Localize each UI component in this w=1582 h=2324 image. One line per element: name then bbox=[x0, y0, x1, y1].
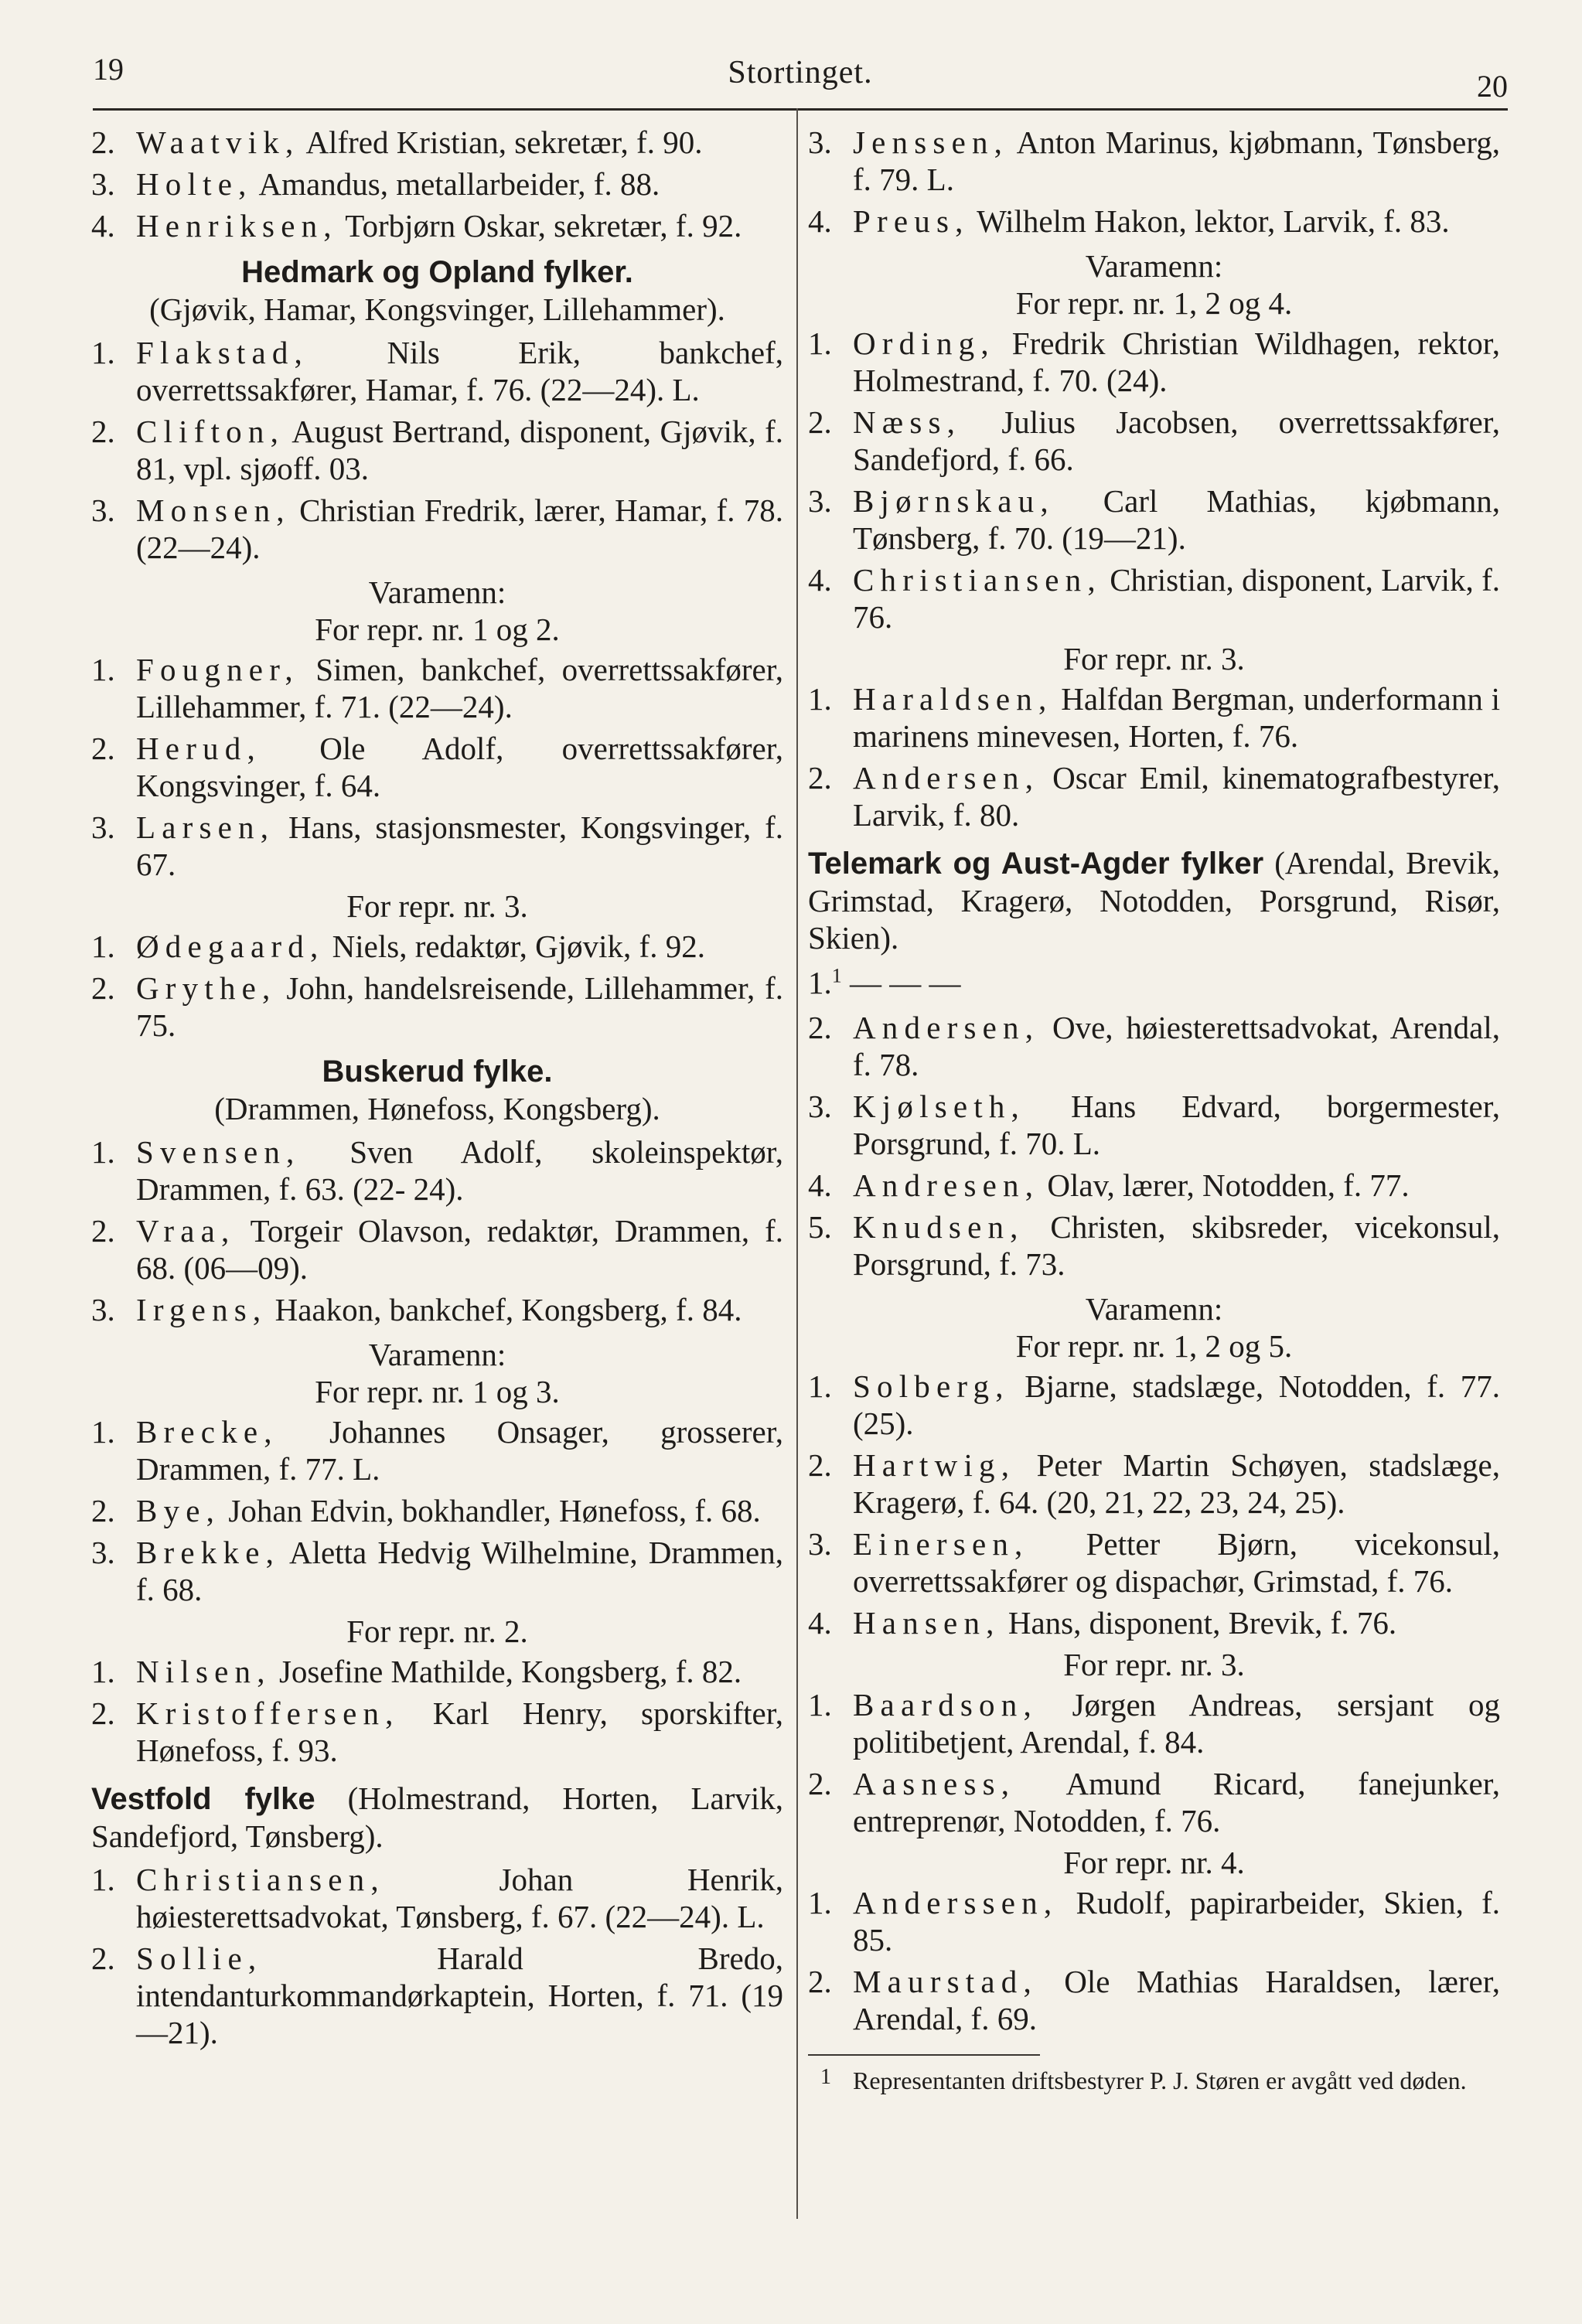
representatives-list bbox=[91, 1133, 783, 1328]
list-item bbox=[808, 482, 1500, 557]
list-item bbox=[91, 492, 783, 566]
varamenn-list bbox=[808, 1368, 1500, 1641]
entry-number: 2. bbox=[91, 1493, 115, 1528]
person-details: August Bertrand, disponent, Gjøvik, f. 81, vpl. sjøoff. 03. bbox=[136, 414, 783, 486]
representatives-list bbox=[808, 124, 1500, 240]
person-surname: Ødegaard, bbox=[136, 929, 325, 964]
repr-subheading: For repr. nr. 4. bbox=[1063, 1845, 1245, 1880]
list-item bbox=[91, 1653, 783, 1690]
person-details: Johan Edvin, bokhandler, Hønefoss, f. 68. bbox=[220, 1493, 761, 1528]
person-surname: Hartwig, bbox=[853, 1447, 1016, 1483]
person-details: Haakon, bankchef, Kongsberg, f. 84. bbox=[267, 1292, 742, 1327]
varamenn-list bbox=[808, 1686, 1500, 1839]
list-item bbox=[91, 334, 783, 408]
entry-number: 4. bbox=[91, 208, 115, 244]
entry-number: 1. bbox=[91, 335, 115, 370]
list-item bbox=[808, 1963, 1500, 2037]
header-rule bbox=[93, 108, 1508, 111]
list-item bbox=[808, 1088, 1500, 1162]
column-divider bbox=[796, 108, 798, 2219]
list-item bbox=[808, 1686, 1500, 1760]
entry-number: 2. bbox=[91, 1695, 115, 1731]
person-surname: Brekke, bbox=[136, 1535, 281, 1570]
person-details: Amandus, metallarbeider, f. 88. bbox=[252, 166, 660, 202]
person-details: Oscar Emil, kinematografbestyrer, Larvik, f. 80. bbox=[853, 760, 1500, 833]
entry-number: 2. bbox=[808, 760, 832, 796]
list-item bbox=[91, 165, 783, 203]
entry-number: 3. bbox=[808, 1089, 832, 1124]
varamenn-list bbox=[808, 325, 1500, 636]
entry-number: 3. bbox=[91, 492, 115, 528]
person-surname: Vraa, bbox=[136, 1213, 236, 1249]
person-details: John, handelsreisende, Lillehammer, f. 75. bbox=[136, 970, 783, 1043]
list-item bbox=[808, 759, 1500, 833]
varamenn-label: Varamenn: bbox=[1085, 248, 1223, 284]
person-details: Nils Erik, bankchef, overrettssakfører, Hamar, f. 76. (22—24). L. bbox=[136, 335, 783, 407]
person-surname: Hansen, bbox=[853, 1605, 1001, 1641]
representatives-list bbox=[91, 334, 783, 566]
entry-number: 2. bbox=[91, 414, 115, 449]
repr-subheading: For repr. nr. 1, 2 og 4. bbox=[1015, 285, 1293, 321]
list-item bbox=[91, 969, 783, 1044]
person-surname: Andresen, bbox=[853, 1167, 1040, 1203]
person-surname: Svensen, bbox=[136, 1134, 301, 1170]
person-surname: Andersen, bbox=[853, 760, 1040, 796]
person-surname: Nilsen, bbox=[136, 1654, 271, 1689]
list-item bbox=[91, 651, 783, 725]
list-item bbox=[808, 1208, 1500, 1283]
entry-number: 1. bbox=[808, 1885, 832, 1920]
entry-number: 2. bbox=[808, 1964, 832, 1999]
person-details: Bjarne, stadslæge, Notodden, f. 77. (25). bbox=[853, 1368, 1500, 1441]
entry-number: 1. bbox=[91, 1414, 115, 1450]
person-details: Hans Edvard, borgermester, Porsgrund, f. 70. L. bbox=[853, 1089, 1500, 1161]
list-item bbox=[808, 1167, 1500, 1204]
person-surname: Clifton, bbox=[136, 414, 285, 449]
varamenn-label: Varamenn: bbox=[368, 574, 506, 610]
person-details: Sven Adolf, skoleinspektør, Drammen, f. 63. (22- 24). bbox=[136, 1134, 783, 1207]
section-towns-hedmark: (Gjøvik, Hamar, Kongsvinger, Lillehammer). bbox=[149, 291, 725, 327]
person-details: Christian Fredrik, lærer, Hamar, f. 78. (22—24). bbox=[136, 492, 783, 565]
entry-number: 4. bbox=[808, 1605, 832, 1641]
person-details: Wilhelm Hakon, lektor, Larvik, f. 83. bbox=[969, 203, 1450, 239]
representatives-list bbox=[808, 1009, 1500, 1283]
person-details: Julius Jacobsen, overrettssakfører, Sandefjord, f. 66. bbox=[853, 404, 1500, 477]
person-surname: Brecke, bbox=[136, 1414, 278, 1450]
person-surname: Ording, bbox=[853, 325, 995, 361]
entry-number: 1. bbox=[91, 1862, 115, 1897]
varamenn-list bbox=[808, 1884, 1500, 2037]
person-details: Peter Martin Schøyen, stadslæge, Kragerø, f. 64. (20, 21, 22, 23, 24, 25). bbox=[853, 1447, 1500, 1520]
list-item bbox=[808, 1368, 1500, 1442]
repr-subheading: For repr. nr. 2. bbox=[346, 1614, 528, 1649]
list-item bbox=[808, 124, 1500, 198]
footnote bbox=[808, 2067, 1500, 2094]
page-header bbox=[93, 46, 1508, 104]
footnote-rule bbox=[808, 2054, 1040, 2056]
vacant-dashes: — — — bbox=[841, 965, 961, 1000]
repr-subheading: For repr. nr. 1 og 3. bbox=[315, 1374, 560, 1409]
page-number-left: 19 bbox=[93, 52, 124, 87]
varamenn-list bbox=[808, 680, 1500, 833]
entry-number: 2. bbox=[91, 1213, 115, 1249]
list-item bbox=[91, 1413, 783, 1487]
list-item bbox=[91, 730, 783, 804]
entry-number: 2. bbox=[808, 1010, 832, 1045]
section-heading-hedmark: Hedmark og Opland fylker. bbox=[241, 255, 633, 289]
entry-number: 2. bbox=[808, 404, 832, 440]
list-item bbox=[808, 1009, 1500, 1083]
person-details: Johannes Onsager, grosserer, Drammen, f. 77. L. bbox=[136, 1414, 783, 1487]
entry-number: 1. bbox=[808, 965, 832, 1000]
person-details: Niels, redaktør, Gjøvik, f. 92. bbox=[324, 929, 705, 964]
entry-number: 2. bbox=[91, 731, 115, 766]
section-heading-vestfold: Vestfold fylke bbox=[91, 1782, 315, 1816]
person-details: Johan Henrik, høiesterettsadvokat, Tønsberg, f. 67. (22—24). L. bbox=[136, 1862, 783, 1934]
list-item bbox=[91, 809, 783, 883]
person-surname: Christiansen, bbox=[136, 1862, 385, 1897]
person-surname: Sollie, bbox=[136, 1941, 263, 1976]
entry-number: 4. bbox=[808, 562, 832, 598]
page-number-right: 20 bbox=[1477, 69, 1508, 104]
list-item bbox=[91, 1291, 783, 1328]
person-details: Ove, høiesterettsadvokat, Arendal, f. 78. bbox=[853, 1010, 1500, 1082]
repr-subheading: For repr. nr. 3. bbox=[1063, 641, 1245, 676]
person-surname: Baardson, bbox=[853, 1687, 1038, 1723]
person-details: Alfred Kristian, sekretær, f. 90. bbox=[299, 124, 703, 160]
person-surname: Haraldsen, bbox=[853, 681, 1053, 717]
person-details: Jørgen Andreas, sersjant og politibetjent, Arendal, f. 84. bbox=[853, 1687, 1500, 1760]
list-item bbox=[91, 1212, 783, 1286]
person-surname: Monsen, bbox=[136, 492, 291, 528]
vacant-seat-entry bbox=[808, 964, 1500, 1001]
person-surname: Holte, bbox=[136, 166, 253, 202]
entry-list bbox=[91, 124, 783, 244]
section-heading-telemark: Telemark og Aust-Agder fylker bbox=[808, 847, 1264, 881]
left-column bbox=[91, 124, 783, 2056]
list-item bbox=[808, 561, 1500, 636]
list-item bbox=[808, 680, 1500, 755]
section-towns-vestfold: (Holmestrand, Horten, Larvik, Sandefjord, Tønsberg). bbox=[91, 1780, 784, 1854]
person-surname: Waatvik, bbox=[136, 124, 300, 160]
entry-number: 1. bbox=[808, 681, 832, 717]
entry-number: 1. bbox=[808, 1368, 832, 1404]
list-item bbox=[91, 207, 783, 244]
footnote-mark: 1 bbox=[820, 2065, 831, 2089]
person-details: Olav, lærer, Notodden, f. 77. bbox=[1039, 1167, 1410, 1203]
entry-number: 1. bbox=[808, 325, 832, 361]
person-surname: Grythe, bbox=[136, 970, 277, 1006]
entry-number: 1. bbox=[91, 652, 115, 687]
list-item bbox=[91, 1940, 783, 2051]
list-item bbox=[91, 1861, 783, 1935]
person-details: Ole Adolf, overrettssakfører, Kongsvinger, f. 64. bbox=[136, 731, 783, 803]
list-item bbox=[808, 1447, 1500, 1521]
person-details: Carl Mathias, kjøbmann, Tønsberg, f. 70. (19—21). bbox=[853, 483, 1500, 556]
repr-subheading: For repr. nr. 3. bbox=[1063, 1647, 1245, 1682]
person-surname: Christiansen, bbox=[853, 562, 1102, 598]
entry-number: 3. bbox=[808, 483, 832, 519]
person-surname: Kristoffersen, bbox=[136, 1695, 400, 1731]
section-heading-buskerud: Buskerud fylke. bbox=[322, 1055, 553, 1089]
representatives-list bbox=[91, 1861, 783, 2051]
person-surname: Henriksen, bbox=[136, 208, 338, 244]
person-surname: Næss, bbox=[853, 404, 962, 440]
person-details: Ole Mathias Haraldsen, lærer, Arendal, f. 69. bbox=[853, 1964, 1500, 2036]
section-towns-telemark: (Arendal, Brevik, Grimstad, Kragerø, Notodden, Porsgrund, Risør, Skien). bbox=[808, 845, 1501, 956]
entry-number: 2. bbox=[91, 124, 115, 160]
entry-number: 3. bbox=[91, 1292, 115, 1327]
section-towns-buskerud: (Drammen, Hønefoss, Kongsberg). bbox=[214, 1091, 660, 1126]
list-item bbox=[808, 404, 1500, 478]
person-details: Christian, disponent, Larvik, f. 76. bbox=[853, 562, 1500, 635]
list-item bbox=[808, 325, 1500, 399]
section-intro-telemark bbox=[808, 844, 1500, 956]
person-surname: Bye, bbox=[136, 1493, 221, 1528]
person-surname: Larsen, bbox=[136, 809, 275, 845]
list-item bbox=[91, 1133, 783, 1208]
entry-number: 1. bbox=[808, 1687, 832, 1723]
right-column bbox=[808, 124, 1500, 2094]
person-details: Christen, skibsreder, vicekonsul, Porsgrund, f. 73. bbox=[853, 1209, 1500, 1282]
person-surname: Flakstad, bbox=[136, 335, 309, 370]
entry-number: 2. bbox=[91, 970, 115, 1006]
list-item bbox=[808, 203, 1500, 240]
person-surname: Fougner, bbox=[136, 652, 299, 687]
entry-number: 2. bbox=[808, 1766, 832, 1801]
person-details: Harald Bredo, intendanturkommandørkaptein, Horten, f. 71. (19—21). bbox=[136, 1941, 783, 2050]
list-item bbox=[91, 1534, 783, 1608]
entry-number: 3. bbox=[808, 1526, 832, 1562]
varamenn-list bbox=[91, 928, 783, 1044]
varamenn-list bbox=[91, 651, 783, 883]
list-item bbox=[808, 1604, 1500, 1641]
section-intro-vestfold bbox=[91, 1780, 783, 1855]
person-surname: Jenssen, bbox=[853, 124, 1009, 160]
person-details: Petter Bjørn, vicekonsul, overrettssakfører og dispachør, Grimstad, f. 76. bbox=[853, 1526, 1500, 1599]
person-surname: Herud, bbox=[136, 731, 261, 766]
person-details: Simen, bankchef, overrettssakfører, Lillehammer, f. 71. (22—24). bbox=[136, 652, 783, 724]
entry-number: 1. bbox=[91, 929, 115, 964]
person-surname: Maurstad, bbox=[853, 1964, 1038, 1999]
person-surname: Solberg, bbox=[853, 1368, 1010, 1404]
person-surname: Andersen, bbox=[853, 1010, 1040, 1045]
entry-number: 3. bbox=[808, 124, 832, 160]
list-item bbox=[808, 1525, 1500, 1600]
person-details: Rudolf, papirarbeider, Skien, f. 85. bbox=[853, 1885, 1500, 1958]
person-details: Amund Ricard, fanejunker, entreprenør, Notodden, f. 76. bbox=[853, 1766, 1500, 1838]
varamenn-list bbox=[91, 1413, 783, 1608]
repr-subheading: For repr. nr. 3. bbox=[346, 888, 528, 924]
list-item bbox=[91, 413, 783, 487]
entry-number: 3. bbox=[91, 166, 115, 202]
person-details: Torgeir Olavson, redaktør, Drammen, f. 68. (06—09). bbox=[136, 1213, 783, 1286]
running-title: Stortinget. bbox=[728, 55, 873, 90]
person-details: Aletta Hedvig Wilhelmine, Drammen, f. 68. bbox=[136, 1535, 783, 1607]
entry-number: 1. bbox=[91, 1654, 115, 1689]
repr-subheading: For repr. nr. 1, 2 og 5. bbox=[1015, 1328, 1293, 1364]
person-surname: Irgens, bbox=[136, 1292, 268, 1327]
person-details: Hans, stasjonsmester, Kongsvinger, f. 67. bbox=[136, 809, 783, 882]
footnote-reference: 1 bbox=[831, 964, 842, 987]
varamenn-label: Varamenn: bbox=[368, 1337, 506, 1372]
person-details: Fredrik Christian Wildhagen, rektor, Holmestrand, f. 70. (24). bbox=[853, 325, 1500, 398]
repr-subheading: For repr. nr. 1 og 2. bbox=[315, 612, 560, 647]
entry-number: 3. bbox=[91, 809, 115, 845]
person-surname: Aasness, bbox=[853, 1766, 1016, 1801]
person-surname: Kjølseth, bbox=[853, 1089, 1025, 1124]
varamenn-list bbox=[91, 1653, 783, 1769]
entry-number: 1. bbox=[91, 1134, 115, 1170]
person-surname: Anderssen, bbox=[853, 1885, 1059, 1920]
person-details: Karl Henry, sporskifter, Hønefoss, f. 93. bbox=[136, 1695, 783, 1768]
list-item bbox=[808, 1884, 1500, 1958]
person-surname: Einersen, bbox=[853, 1526, 1029, 1562]
entry-number: 4. bbox=[808, 1167, 832, 1203]
entry-number: 3. bbox=[91, 1535, 115, 1570]
person-surname: Preus, bbox=[853, 203, 970, 239]
entry-number: 2. bbox=[91, 1941, 115, 1976]
list-item bbox=[91, 928, 783, 965]
entry-number: 2. bbox=[808, 1447, 832, 1483]
list-item bbox=[91, 124, 783, 161]
footnote-text: Representanten driftsbestyrer P. J. Støren er avgått ved døden. bbox=[853, 2067, 1467, 2094]
person-details: Torbjørn Oskar, sekretær, f. 92. bbox=[337, 208, 742, 244]
person-details: Josefine Mathilde, Kongsberg, f. 82. bbox=[271, 1654, 742, 1689]
person-details: Halfdan Bergman, underformann i marinens minevesen, Horten, f. 76. bbox=[853, 681, 1500, 754]
entry-number: 4. bbox=[808, 203, 832, 239]
entry-number: 5. bbox=[808, 1209, 832, 1245]
list-item bbox=[808, 1765, 1500, 1839]
person-surname: Knudsen, bbox=[853, 1209, 1025, 1245]
person-details: Hans, disponent, Brevik, f. 76. bbox=[1000, 1605, 1397, 1641]
person-surname: Bjørnskau, bbox=[853, 483, 1055, 519]
varamenn-label: Varamenn: bbox=[1085, 1291, 1223, 1327]
person-details: Anton Marinus, kjøbmann, Tønsberg, f. 79. L. bbox=[853, 124, 1500, 197]
list-item bbox=[91, 1492, 783, 1529]
list-item bbox=[91, 1695, 783, 1769]
